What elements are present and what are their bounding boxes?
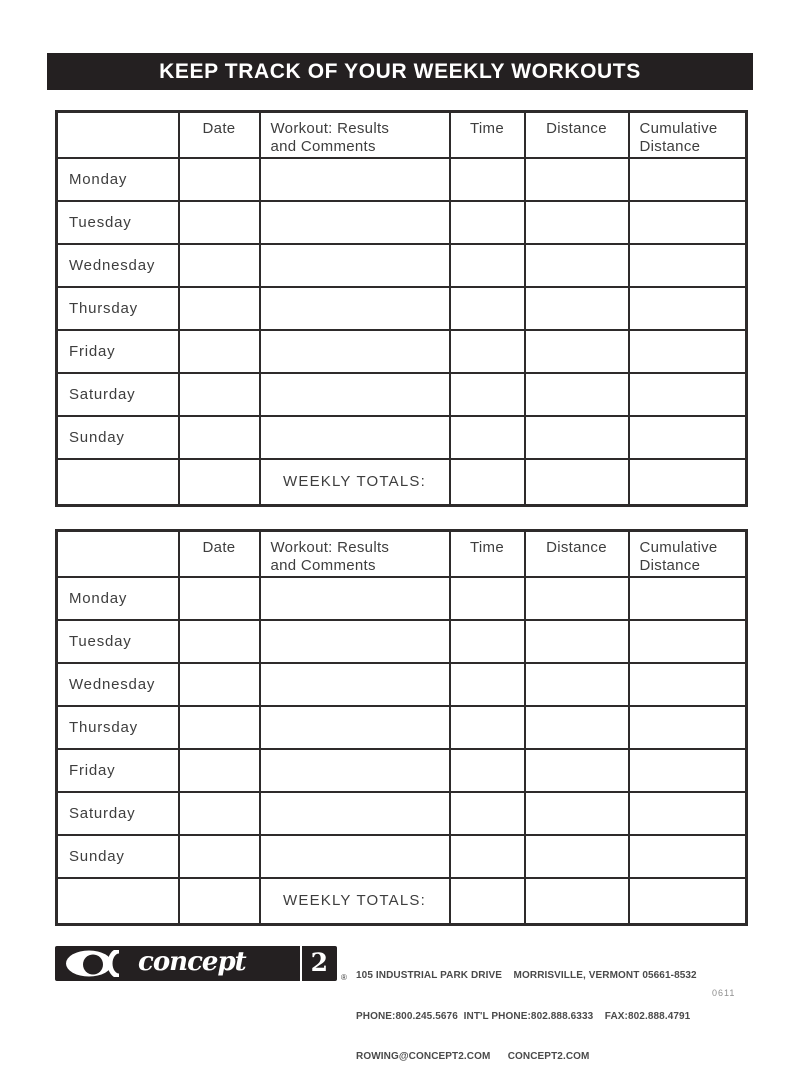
- workout-cell: [260, 287, 450, 330]
- cumulative-cell: [629, 620, 747, 663]
- day-label-saturday: Saturday: [57, 373, 179, 416]
- cumulative-cell: [629, 577, 747, 620]
- date-cell: [179, 416, 260, 459]
- table-row-saturday: [57, 792, 747, 835]
- distance-cell: [525, 663, 629, 706]
- table-row-weekly-totals: [57, 459, 747, 505]
- time-cell: [450, 244, 525, 287]
- time-cell: [450, 663, 525, 706]
- day-label-thursday: Thursday: [57, 287, 179, 330]
- date-cell: [179, 792, 260, 835]
- day-label-monday: Monday: [57, 577, 179, 620]
- table-row-thursday: [57, 706, 747, 749]
- workout-cell: [260, 749, 450, 792]
- time-cell: [450, 416, 525, 459]
- logo-word-concept: concept: [138, 946, 246, 977]
- phone-line: PHONE:800.245.5676 INT'L PHONE:802.888.6333 FAX:802.888.4791: [356, 1010, 691, 1022]
- workout-table-week2: [55, 529, 748, 926]
- distance-cell: [525, 620, 629, 663]
- logo-divider: [300, 946, 302, 981]
- time-cell: [450, 749, 525, 792]
- totals-day-blank: [57, 878, 179, 924]
- header-cumulative-line1: Cumulative: [639, 120, 718, 137]
- totals-date-blank: [179, 878, 260, 924]
- cumulative-cell: [629, 749, 747, 792]
- date-cell: [179, 244, 260, 287]
- date-cell: [179, 330, 260, 373]
- date-cell: [179, 158, 260, 201]
- table-row-weekly-totals: [57, 878, 747, 924]
- header-workout-line1: Workout: Results: [270, 539, 390, 556]
- table-row-friday: [57, 330, 747, 373]
- time-cell: [450, 373, 525, 416]
- day-label-friday: Friday: [57, 330, 179, 373]
- cumulative-cell: [629, 792, 747, 835]
- workout-cell: [260, 835, 450, 878]
- day-label-friday: Friday: [57, 749, 179, 792]
- header-cumulative-line2: Distance: [639, 557, 701, 574]
- table-row-thursday: [57, 287, 747, 330]
- cumulative-cell: [629, 706, 747, 749]
- workout-cell: [260, 201, 450, 244]
- logo-number-2: 2: [310, 948, 328, 977]
- header-workout: [260, 531, 450, 578]
- totals-time-cell: [450, 459, 525, 505]
- time-cell: [450, 330, 525, 373]
- document-number: 0611: [712, 988, 736, 998]
- distance-cell: [525, 835, 629, 878]
- time-cell: [450, 792, 525, 835]
- header-cumulative-line1: Cumulative: [639, 539, 718, 556]
- workout-cell: [260, 158, 450, 201]
- distance-cell: [525, 577, 629, 620]
- table-row-tuesday: [57, 201, 747, 244]
- header-time: Time: [450, 112, 525, 159]
- distance-cell: [525, 373, 629, 416]
- day-label-tuesday: Tuesday: [57, 201, 179, 244]
- day-label-wednesday: Wednesday: [57, 663, 179, 706]
- distance-cell: [525, 416, 629, 459]
- distance-cell: [525, 749, 629, 792]
- registered-trademark-symbol: ®: [341, 973, 347, 982]
- concept2-eclipse-icon: [65, 950, 131, 977]
- cumulative-cell: [629, 244, 747, 287]
- totals-time-cell: [450, 878, 525, 924]
- workout-table-week1: [55, 110, 748, 507]
- header-distance: Distance: [525, 112, 629, 159]
- cumulative-cell: [629, 835, 747, 878]
- workout-cell: [260, 706, 450, 749]
- workout-cell: [260, 577, 450, 620]
- date-cell: [179, 749, 260, 792]
- header-date: Date: [179, 531, 260, 578]
- workout-cell: [260, 792, 450, 835]
- date-cell: [179, 835, 260, 878]
- header-workout: [260, 112, 450, 159]
- header-time: Time: [450, 531, 525, 578]
- header-date: Date: [179, 112, 260, 159]
- table-row-sunday: [57, 835, 747, 878]
- day-label-tuesday: Tuesday: [57, 620, 179, 663]
- workout-cell: [260, 416, 450, 459]
- distance-cell: [525, 244, 629, 287]
- time-cell: [450, 287, 525, 330]
- time-cell: [450, 706, 525, 749]
- header-distance: Distance: [525, 531, 629, 578]
- table-header-row: [57, 112, 747, 159]
- table-row-tuesday: [57, 620, 747, 663]
- time-cell: [450, 577, 525, 620]
- workout-cell: [260, 244, 450, 287]
- distance-cell: [525, 330, 629, 373]
- header-cumulative-distance: [629, 531, 747, 578]
- day-label-sunday: Sunday: [57, 835, 179, 878]
- concept2-logo: [55, 946, 337, 981]
- cumulative-cell: [629, 330, 747, 373]
- table-row-wednesday: [57, 663, 747, 706]
- header-cumulative-distance: [629, 112, 747, 159]
- page-title-banner: KEEP TRACK OF YOUR WEEKLY WORKOUTS: [47, 53, 753, 90]
- cumulative-cell: [629, 373, 747, 416]
- cumulative-cell: [629, 158, 747, 201]
- date-cell: [179, 620, 260, 663]
- workout-cell: [260, 373, 450, 416]
- totals-date-blank: [179, 459, 260, 505]
- cumulative-cell: [629, 287, 747, 330]
- distance-cell: [525, 792, 629, 835]
- totals-cumulative-cell: [629, 878, 747, 924]
- web-line: ROWING@CONCEPT2.COM CONCEPT2.COM: [356, 1051, 590, 1062]
- time-cell: [450, 201, 525, 244]
- header-workout-line2: and Comments: [270, 138, 376, 155]
- totals-day-blank: [57, 459, 179, 505]
- date-cell: [179, 663, 260, 706]
- distance-cell: [525, 201, 629, 244]
- day-label-thursday: Thursday: [57, 706, 179, 749]
- weekly-totals-label: WEEKLY TOTALS:: [260, 459, 450, 505]
- day-label-wednesday: Wednesday: [57, 244, 179, 287]
- header-day-blank: [57, 112, 179, 159]
- address-line: 105 INDUSTRIAL PARK DRIVE MORRISVILLE, VERMONT 05661-8532: [356, 970, 697, 981]
- header-cumulative-line2: Distance: [639, 138, 701, 155]
- workout-cell: [260, 330, 450, 373]
- table-row-sunday: [57, 416, 747, 459]
- time-cell: [450, 835, 525, 878]
- weekly-totals-label: WEEKLY TOTALS:: [260, 878, 450, 924]
- day-label-saturday: Saturday: [57, 792, 179, 835]
- cumulative-cell: [629, 201, 747, 244]
- distance-cell: [525, 287, 629, 330]
- table-row-saturday: [57, 373, 747, 416]
- cumulative-cell: [629, 663, 747, 706]
- header-workout-line1: Workout: Results: [270, 120, 390, 137]
- distance-cell: [525, 706, 629, 749]
- totals-cumulative-cell: [629, 459, 747, 505]
- table-row-wednesday: [57, 244, 747, 287]
- distance-cell: [525, 158, 629, 201]
- date-cell: [179, 373, 260, 416]
- table-row-monday: [57, 577, 747, 620]
- date-cell: [179, 201, 260, 244]
- time-cell: [450, 158, 525, 201]
- table-row-monday: [57, 158, 747, 201]
- header-workout-line2: and Comments: [270, 557, 376, 574]
- table-row-friday: [57, 749, 747, 792]
- header-day-blank: [57, 531, 179, 578]
- date-cell: [179, 577, 260, 620]
- workout-cell: [260, 620, 450, 663]
- cumulative-cell: [629, 416, 747, 459]
- day-label-monday: Monday: [57, 158, 179, 201]
- table-header-row: [57, 531, 747, 578]
- day-label-sunday: Sunday: [57, 416, 179, 459]
- totals-distance-cell: [525, 459, 629, 505]
- time-cell: [450, 620, 525, 663]
- workout-cell: [260, 663, 450, 706]
- date-cell: [179, 706, 260, 749]
- totals-distance-cell: [525, 878, 629, 924]
- date-cell: [179, 287, 260, 330]
- company-contact-info: [356, 942, 697, 1077]
